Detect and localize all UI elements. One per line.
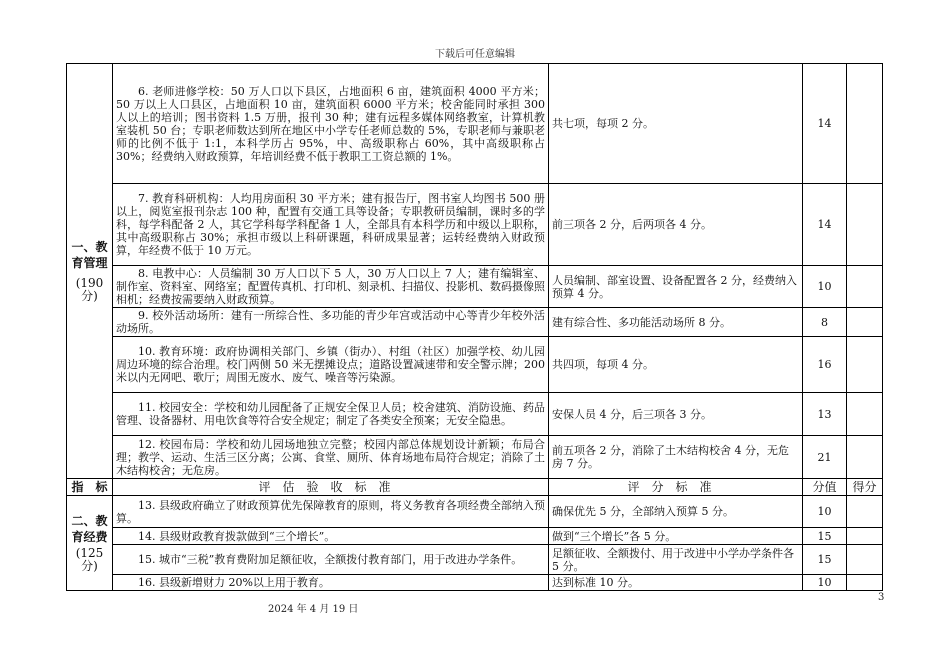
table-row xyxy=(67,545,883,575)
points-cell: 10 xyxy=(803,575,847,591)
points-cell: 16 xyxy=(803,337,847,393)
category-score: (190 分) xyxy=(75,276,104,303)
evaluation-cell: 共四项，每项 4 分。 xyxy=(549,337,803,393)
evaluation-table xyxy=(66,63,883,591)
table-row xyxy=(67,266,883,308)
standard-cell: 16. 县级新增财力 20%以上用于教育。 xyxy=(113,575,549,591)
score-cell[interactable] xyxy=(847,393,883,436)
score-cell[interactable] xyxy=(847,266,883,308)
standard-cell: 13. 县级政府确立了财政预算优先保障教育的原则，将义务教育各项经费全部纳入预算。 xyxy=(113,496,549,528)
header-indicator: 指 标 xyxy=(67,479,113,496)
standard-cell: 12. 校园布局：学校和幼儿园场地独立完整；校园内部总体规划设计新颖；布局合理；教学、运动、生活三区分离；公寓、食堂、厕所、体育场地布局符合规定；消除了土木结构校舍；无危房。 xyxy=(113,436,549,479)
score-cell[interactable] xyxy=(847,308,883,337)
evaluation-cell: 前三项各 2 分，后两项各 4 分。 xyxy=(549,184,803,266)
category-name: 二、教育经费 xyxy=(71,514,108,544)
points-cell: 15 xyxy=(803,545,847,575)
header-points: 分值 xyxy=(803,479,847,496)
table-row xyxy=(67,528,883,545)
evaluation-cell: 达到标准 10 分。 xyxy=(549,575,803,591)
footer-date: 2024 年 4 月 19 日 xyxy=(268,604,359,615)
table-row xyxy=(67,575,883,591)
table-header-row xyxy=(67,479,883,496)
evaluation-cell: 共七项，每项 2 分。 xyxy=(549,64,803,184)
standard-cell: 11. 校园安全：学校和幼儿园配备了正规安全保卫人员；校舍建筑、消防设施、药品管理、设备器材、用电饮食等符合安全规定；制定了各类安全预案；无安全隐患。 xyxy=(113,393,549,436)
evaluation-cell: 建有综合性、多功能活动场所 8 分。 xyxy=(549,308,803,337)
table-row xyxy=(67,337,883,393)
standard-cell: 14. 县级财政教育拨款做到“三个增长”。 xyxy=(113,528,549,545)
header-evaluation: 评分标准 xyxy=(549,479,803,496)
standard-cell: 10. 教育环境：政府协调相关部门、乡镇（街办）、村组（社区）加强学校、幼儿园周边环境的综合治理。校门两侧 50 米无摆摊设点；道路设置减速带和安全警示牌；200 米以内无网吧、歌厅；周围无废水、废气、噪音等污染源。 xyxy=(113,337,549,393)
points-cell: 21 xyxy=(803,436,847,479)
score-cell[interactable] xyxy=(847,436,883,479)
points-cell: 10 xyxy=(803,496,847,528)
table-row xyxy=(67,184,883,266)
category-cell xyxy=(67,496,113,591)
points-cell: 10 xyxy=(803,266,847,308)
category-score: (125 分) xyxy=(75,546,104,573)
points-cell: 13 xyxy=(803,393,847,436)
score-cell[interactable] xyxy=(847,337,883,393)
page-number: 3 xyxy=(878,592,885,603)
table-row xyxy=(67,496,883,528)
score-cell[interactable] xyxy=(847,575,883,591)
standard-cell: 6. 老师进修学校：50 万人口以下县区，占地面积 6 亩，建筑面积 4000 平方米；50 万以上人口县区，占地面积 10 亩，建筑面积 6000 平方米；校舍能同时承担 300 人以上的培训；图书资料 1.5 万册，报刊 30 种；建有远程多媒体网络教室，计算机教室装机 50 台；专职老师数达到所在地区中小学专任老师总数的 5%，专职老师与兼职老师的比例不低于 1:1，本科学历占 95%，中、高级职称占 60%，其中高级职称占 30%；经费纳入财政预算，年培训经费不低于教职工工资总额的 1%。 xyxy=(113,64,549,184)
standard-cell: 15. 城市“三税”教育费附加足额征收，全额拨付教育部门，用于改进办学条件。 xyxy=(113,545,549,575)
category-name: 一、教育管理 xyxy=(71,240,108,270)
table-row xyxy=(67,64,883,184)
score-cell[interactable] xyxy=(847,64,883,184)
table-row xyxy=(67,436,883,479)
header-standard: 评估验收标准 xyxy=(113,479,549,496)
score-cell[interactable] xyxy=(847,528,883,545)
table-row xyxy=(67,308,883,337)
header-score: 得分 xyxy=(847,479,883,496)
evaluation-cell: 安保人员 4 分，后三项各 3 分。 xyxy=(549,393,803,436)
category-cell xyxy=(67,64,113,479)
header-note: 下载后可任意编辑 xyxy=(435,49,515,60)
evaluation-cell: 确保优先 5 分，全部纳入预算 5 分。 xyxy=(549,496,803,528)
standard-cell: 7. 教育科研机构：人均用房面积 30 平方米；建有报告厅，图书室人均图书 500 册以上，阅览室报刊杂志 100 种，配置有交通工具等设备；专职教研员编制，课时多的学科，每学科配备 2 人，其它学科每学科配备 1 人，全部具有本科学历和中级以上职称，其中高级职称占 30%；承担市级以上科研课题，科研成果显著；运转经费纳入财政预算，年经费不低于 10 万元。 xyxy=(113,184,549,266)
points-cell: 14 xyxy=(803,184,847,266)
points-cell: 15 xyxy=(803,528,847,545)
evaluation-cell: 做到“三个增长”各 5 分。 xyxy=(549,528,803,545)
table-row xyxy=(67,393,883,436)
standard-cell: 8. 电教中心：人员编制 30 万人口以下 5 人，30 万人口以上 7 人；建有编辑室、制作室、资料室、网络室；配置传真机、打印机、刻录机、扫描仪、投影机、数码摄像照相机；经费按需要纳入财政预算。 xyxy=(113,266,549,308)
standard-cell: 9. 校外活动场所：建有一所综合性、多功能的青少年宫或活动中心等青少年校外活动场所。 xyxy=(113,308,549,337)
score-cell[interactable] xyxy=(847,184,883,266)
points-cell: 14 xyxy=(803,64,847,184)
points-cell: 8 xyxy=(803,308,847,337)
evaluation-cell: 足额征收、全额拨付、用于改进中小学办学条件各 5 分。 xyxy=(549,545,803,575)
score-cell[interactable] xyxy=(847,496,883,528)
score-cell[interactable] xyxy=(847,545,883,575)
evaluation-cell: 人员编制、部室设置、设备配置各 2 分，经费纳入预算 4 分。 xyxy=(549,266,803,308)
evaluation-cell: 前五项各 2 分，消除了土木结构校舍 4 分，无危房 7 分。 xyxy=(549,436,803,479)
